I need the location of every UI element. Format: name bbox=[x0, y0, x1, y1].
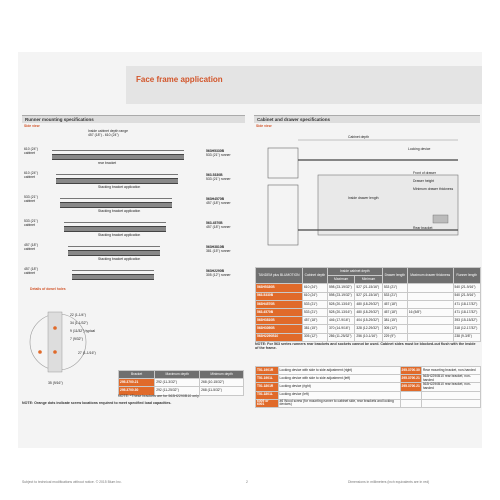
table-cell: 381 (15") bbox=[302, 325, 327, 333]
diagram-label: Cabinet depth bbox=[348, 135, 370, 139]
rail-label: Stacking bracket application bbox=[98, 209, 141, 213]
table-cell: 540 (21-9/16") bbox=[453, 284, 481, 292]
table-cell: 268 (11-5/32") bbox=[200, 387, 244, 395]
table-header: Runner length bbox=[453, 268, 481, 284]
table-cell: 563.4570B bbox=[256, 308, 303, 316]
table-cell: 229 (9") bbox=[382, 333, 407, 341]
table-row bbox=[256, 333, 481, 341]
table-cell: T51.1901L bbox=[256, 375, 279, 383]
detail-title: Details of dowel holes bbox=[30, 287, 66, 291]
table-row bbox=[119, 379, 244, 387]
table-cell bbox=[421, 391, 480, 399]
table-header: Minimum depth bbox=[200, 371, 244, 379]
dimension-line bbox=[56, 174, 178, 175]
dimension-line bbox=[64, 222, 166, 223]
bracket-footnote: NOTE: *These brackets are for 563H2290B10 only. bbox=[118, 394, 200, 398]
table-cell: 533 (21") bbox=[382, 292, 407, 300]
screw-dot bbox=[38, 350, 42, 354]
detail-dim: 7 (9/32") bbox=[70, 337, 83, 341]
left-section-header bbox=[22, 115, 245, 123]
table-cell: 528 (20-13/16") bbox=[327, 308, 354, 316]
table-cell: 563.5330B bbox=[256, 292, 303, 300]
model-code: 563.4570B bbox=[206, 221, 223, 225]
table-cell: 533 (21") bbox=[382, 284, 407, 292]
left-view-title: Side view bbox=[24, 124, 40, 128]
rail-label: rear bracket bbox=[98, 161, 117, 165]
table-cell: 598 (23-19/32") bbox=[327, 292, 354, 300]
table-cell: 295.3700.21 bbox=[400, 375, 421, 383]
table-cell: 268 (10-15/32") bbox=[200, 379, 244, 387]
catalog-page bbox=[18, 52, 482, 484]
runner-length: 457 (18") runner bbox=[206, 201, 231, 205]
table-row bbox=[256, 292, 481, 300]
table-cell: 295.3700.30 bbox=[119, 387, 155, 395]
table-cell: 471 (18-17/32") bbox=[453, 308, 481, 316]
cabinet-size-label: 610 (24") bbox=[24, 171, 38, 175]
table-cell: 292 (11-25/32") bbox=[155, 387, 200, 395]
diagram-label: Rear bracket bbox=[413, 226, 433, 230]
table-cell bbox=[407, 300, 453, 308]
table-row bbox=[256, 284, 481, 292]
rail-label: Stacking bracket application bbox=[98, 185, 141, 189]
runner-rail bbox=[64, 226, 166, 232]
detail-dim: 27 (1-1/16") bbox=[78, 351, 96, 355]
detail-rail bbox=[48, 312, 62, 372]
table-cell: 563H2290B10 rear bracket, non-handed bbox=[421, 383, 480, 391]
table-cell: 393 (15-15/32") bbox=[453, 317, 481, 325]
table-cell bbox=[407, 333, 453, 341]
table-cell: 480 (18-29/32") bbox=[355, 308, 382, 316]
model-code: 563H4570B bbox=[206, 197, 225, 201]
table-cell: 404 (15-29/32") bbox=[355, 317, 382, 325]
runner-rail bbox=[68, 250, 160, 256]
table-cell: 610 (24") bbox=[302, 284, 327, 292]
runner-length: 457 (18") runner bbox=[206, 225, 231, 229]
table-cell: 563H3810B bbox=[256, 317, 303, 325]
table-header: Maximum drawer thickness bbox=[407, 268, 453, 284]
table-cell: 457 (18") bbox=[382, 300, 407, 308]
table-header: Maximum depth bbox=[155, 371, 200, 379]
table-row bbox=[256, 317, 481, 325]
dimension-line bbox=[68, 246, 160, 247]
diagram-label: Inside drawer length bbox=[348, 196, 379, 200]
table-cell: 563H4570B bbox=[256, 300, 303, 308]
table-cell: 238 (9-3/8") bbox=[453, 333, 481, 341]
table-cell: 533 (21") bbox=[302, 308, 327, 316]
diagram-label: Drawer height bbox=[413, 179, 435, 183]
table-cell: 528 (20-13/16") bbox=[327, 300, 354, 308]
table-cell: #6 Wood screw (for mounting runner to cabinet side, rear brackets and locking devices) bbox=[278, 399, 400, 407]
spec-table bbox=[255, 267, 481, 342]
footer-left: Subject to technical modifications without notice. © 2015 Blum Inc. bbox=[22, 480, 122, 484]
dimension-line bbox=[52, 150, 184, 151]
right-section-header bbox=[254, 115, 480, 123]
left-note: NOTE: Orange dots indicate screw locations required to meet specified load capacities. bbox=[22, 401, 172, 405]
table-header: Drawer length bbox=[382, 268, 407, 284]
model-code: 563H5330B bbox=[206, 149, 225, 153]
dimension-line bbox=[60, 198, 172, 199]
left-section-title: Runner mounting specifications bbox=[25, 117, 94, 122]
table-cell: 305 (12") bbox=[302, 333, 327, 341]
table-cell: 292 (11-3/32") bbox=[155, 379, 200, 387]
table-cell: 480 (18-29/32") bbox=[355, 300, 382, 308]
table-cell: 370 (14-9/16") bbox=[327, 325, 354, 333]
table-header: Cabinet depth bbox=[302, 268, 327, 284]
diagram-label: Front of drawer bbox=[413, 171, 436, 175]
table-cell: 563H5330B bbox=[256, 284, 303, 292]
table-cell: 527 (21-15/16") bbox=[355, 284, 382, 292]
table-cell: 527 (21-15/16") bbox=[355, 292, 382, 300]
table-cell: 295.3700.21 bbox=[400, 383, 421, 391]
table-cell: 305 (12") bbox=[382, 325, 407, 333]
cabinet-sub-label: cabinet bbox=[24, 271, 35, 275]
cabinet-size-label: 610 (24") bbox=[24, 147, 38, 151]
table-row bbox=[256, 383, 481, 391]
table-cell: Locking device with side to side adjustment (left) bbox=[278, 375, 400, 383]
table-cell: T51.1801L bbox=[256, 391, 279, 399]
cabinet-sub-label: cabinet bbox=[24, 223, 35, 227]
rail-label: Stacking bracket application bbox=[98, 233, 141, 237]
runner-length: 305 (12") runner bbox=[206, 273, 231, 277]
locking-table bbox=[255, 366, 481, 408]
table-cell: 328 (12-29/32") bbox=[355, 325, 382, 333]
cabinet-sub-label: cabinet bbox=[24, 175, 35, 179]
detail-dim: 9 (11/32") typical bbox=[70, 329, 96, 333]
right-section-title: Cabinet and drawer specifications bbox=[257, 117, 331, 122]
table-row bbox=[256, 399, 481, 407]
screw-dot bbox=[53, 326, 57, 330]
table-cell: 563H3050B bbox=[256, 325, 303, 333]
footer-right: Dimensions in millimeters (inch equivalents are in red) bbox=[348, 480, 430, 484]
table-cell: 381 (15") bbox=[382, 317, 407, 325]
table-cell: Locking device (left) bbox=[278, 391, 400, 399]
table-cell: 256 (10-1/16") bbox=[355, 333, 382, 341]
table-cell: 318 (12-17/32") bbox=[453, 325, 481, 333]
table-header: Minimum bbox=[355, 276, 382, 284]
diagram-label: Locking device bbox=[408, 147, 431, 151]
table-cell: 610 (24") bbox=[302, 292, 327, 300]
table-cell: 471 (18-17/32") bbox=[453, 300, 481, 308]
table-header: Maximum bbox=[327, 276, 354, 284]
table-row bbox=[256, 325, 481, 333]
runner-rail bbox=[56, 178, 178, 184]
cabinet-sub-label: cabinet bbox=[24, 199, 35, 203]
table-header: Inside cabinet depth bbox=[327, 268, 382, 276]
model-code: 563H3810B bbox=[206, 245, 225, 249]
table-cell: 286 (11-25/32") bbox=[327, 333, 354, 341]
table-cell: T51.1901R bbox=[256, 367, 279, 375]
table-cell: 598 (23-19/32") bbox=[327, 284, 354, 292]
runner-length: 533 (21") runner bbox=[206, 177, 231, 181]
runner-length: 533 (21") runner bbox=[206, 153, 231, 157]
table-cell bbox=[400, 399, 421, 407]
page-title: Face frame application bbox=[136, 75, 223, 84]
model-code: 563.5330B bbox=[206, 173, 223, 177]
table-cell: 533 (21") bbox=[302, 300, 327, 308]
table-cell bbox=[407, 325, 453, 333]
bracket-table bbox=[118, 370, 244, 396]
table-row bbox=[256, 300, 481, 308]
cabinet-size-label: 533 (21") bbox=[24, 219, 38, 223]
table-row bbox=[256, 308, 481, 316]
detail-dim: 35 (9/16") bbox=[48, 381, 63, 385]
diagram-label: Minimum drawer thickness bbox=[413, 187, 454, 191]
runner-rail bbox=[60, 202, 172, 208]
page-number: 2 bbox=[246, 480, 248, 484]
spec-note: NOTE: For 563 series runners rear brackets and sockets cannot be used. Cabinet sides must be blocked-out flush with the inside of the frame. bbox=[255, 342, 476, 351]
cabinet-size-label: 533 (21") bbox=[24, 195, 38, 199]
dimension-line bbox=[72, 270, 154, 271]
table-cell bbox=[421, 399, 480, 407]
table-cell: 16 (5/8") bbox=[407, 308, 453, 316]
detail-dim: 34 (1-1/32") bbox=[70, 321, 88, 325]
screw-dot bbox=[53, 350, 57, 354]
runner-rail bbox=[72, 274, 154, 280]
table-cell bbox=[400, 391, 421, 399]
table-cell: 540 (21-9/16") bbox=[453, 292, 481, 300]
table-cell: 563H2290B10 rear bracket, non-handed bbox=[421, 375, 480, 383]
table-cell: Rear mounting bracket, non-handed bbox=[421, 367, 480, 375]
model-code: 563H2290B bbox=[206, 269, 225, 273]
cabinet-size-label: 457 (18") bbox=[24, 267, 38, 271]
table-cell: 295.3700.30 bbox=[400, 367, 421, 375]
dowel-detail-diagram bbox=[26, 292, 96, 392]
depth-range-label: 457 (18") - 610 (24") bbox=[88, 133, 119, 137]
table-cell: T51.1801R bbox=[256, 383, 279, 391]
right-view-title: Side view bbox=[256, 124, 272, 128]
runner-length: 381 (15") runner bbox=[206, 249, 231, 253]
table-cell bbox=[407, 292, 453, 300]
table-header: TANDEM plus BLUMOTION bbox=[256, 268, 303, 284]
table-cell bbox=[407, 284, 453, 292]
table-cell: 457 (18") bbox=[302, 317, 327, 325]
table-cell: 295.3700.21 bbox=[119, 379, 155, 387]
detail-dim: 22 (1-1/4") bbox=[70, 313, 86, 317]
table-header: Bracket bbox=[119, 371, 155, 379]
page-banner bbox=[126, 66, 482, 104]
rail-label: Stacking bracket application bbox=[98, 257, 141, 261]
table-cell: 6009 or 6001 bbox=[256, 399, 279, 407]
table-cell: 563H2290B10 bbox=[256, 333, 303, 341]
table-cell: Locking device (right) bbox=[278, 383, 400, 391]
inside-depth-label: Inside cabinet depth range bbox=[88, 129, 128, 133]
table-cell: 457 (18") bbox=[382, 308, 407, 316]
table-cell: 446 (17-9/16") bbox=[327, 317, 354, 325]
cabinet-size-label: 457 (18") bbox=[24, 243, 38, 247]
table-cell: Locking device with side to side adjustment (right) bbox=[278, 367, 400, 375]
runner-rail bbox=[52, 154, 184, 160]
cabinet-sub-label: cabinet bbox=[24, 247, 35, 251]
cabinet-sub-label: cabinet bbox=[24, 151, 35, 155]
table-cell bbox=[407, 317, 453, 325]
